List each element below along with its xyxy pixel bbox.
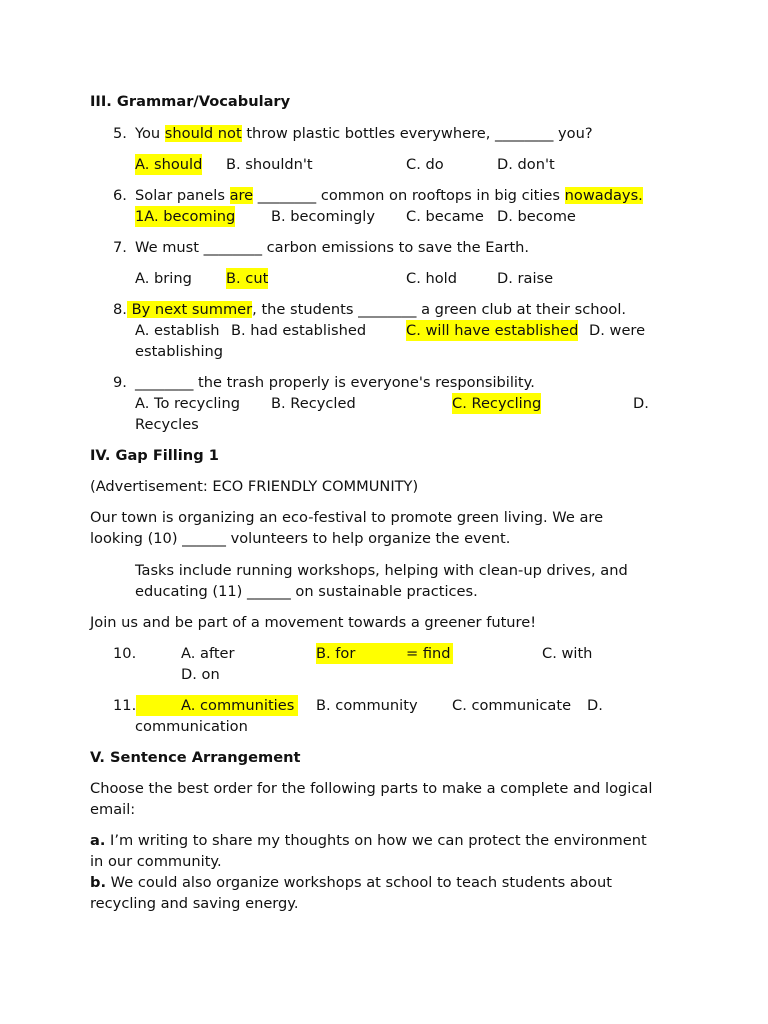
- option-d: D. become: [497, 208, 576, 225]
- question-number: 9.: [113, 374, 127, 391]
- highlighted-text: By next summer: [127, 301, 253, 318]
- question-number: 8.: [113, 301, 127, 318]
- paragraph-line: Our town is organizing an eco-festival to promote green living. We are: [90, 509, 604, 526]
- option-a: A. after: [181, 645, 235, 662]
- option-c: C. with: [542, 645, 593, 662]
- annotation-note: = find: [406, 645, 451, 662]
- highlighted-text: nowadays.: [564, 187, 643, 204]
- sentence-part-b: b. We could also organize workshops at school to teach students about: [90, 874, 612, 891]
- question-stem: We must ________ carbon emissions to save the Earth.: [135, 239, 530, 256]
- paragraph-line: looking (10) ______ volunteers to help organize the event.: [90, 530, 511, 547]
- paragraph-line: recycling and saving energy.: [90, 895, 299, 912]
- option-d-wrap: establishing: [135, 343, 224, 360]
- question-number: 10.: [113, 645, 137, 662]
- option-b: B. community: [316, 697, 418, 714]
- question-stem: Solar panels are ________ common on rooftops in big cities nowadays.: [135, 187, 643, 204]
- highlighted-text: should not: [164, 125, 242, 142]
- option-c-highlighted: C. Recycling: [452, 395, 542, 412]
- paragraph-line: educating (11) ______ on sustainable practices.: [135, 583, 478, 600]
- option-a: A. bring: [135, 270, 192, 287]
- question-number: 5.: [113, 125, 127, 142]
- option-c: C. became: [406, 208, 484, 225]
- question-stem: ________ the trash properly is everyone's responsibility.: [135, 374, 535, 391]
- question-number: 6.: [113, 187, 127, 204]
- option-b: B. Recycled: [271, 395, 356, 412]
- sentence-part-a: a. I’m writing to share my thoughts on how we can protect the environment: [90, 832, 647, 849]
- option-a: A. establish: [135, 322, 220, 339]
- option-d: D. were: [589, 322, 646, 339]
- question-number: 11.: [113, 697, 137, 714]
- option-d: D. on: [181, 666, 220, 683]
- option-a-highlighted: A. should: [135, 156, 203, 173]
- part-label: b.: [90, 874, 106, 891]
- option-b: B. shouldn't: [226, 156, 313, 173]
- option-d: D. don't: [497, 156, 555, 173]
- option-a-highlighted: A. communities: [181, 697, 295, 714]
- option-b-highlighted: B. for: [316, 645, 356, 662]
- option-c-highlighted: C. will have established: [406, 322, 579, 339]
- option-c: C. hold: [406, 270, 457, 287]
- option-c: C. do: [406, 156, 444, 173]
- question-stem: By next summer, the students ________ a green club at their school.: [127, 301, 627, 318]
- paragraph-line: in our community.: [90, 853, 222, 870]
- highlighted-text: are: [229, 187, 254, 204]
- question-stem: You should not throw plastic bottles everywhere, ________ you?: [135, 125, 593, 142]
- paragraph-line: email:: [90, 801, 136, 818]
- section-heading-grammar: III. Grammar/Vocabulary: [90, 93, 291, 110]
- option-d: D. raise: [497, 270, 554, 287]
- part-label: a.: [90, 832, 106, 849]
- advertisement-subtitle: (Advertisement: ECO FRIENDLY COMMUNITY): [90, 478, 419, 495]
- section-heading-sentence-arrangement: V. Sentence Arrangement: [90, 749, 301, 766]
- option-b-highlighted: B. cut: [226, 270, 269, 287]
- option-c: C. communicate: [452, 697, 572, 714]
- paragraph-line: Join us and be part of a movement towards a greener future!: [90, 614, 537, 631]
- option-d: D.: [587, 697, 603, 714]
- option-d: D.: [633, 395, 649, 412]
- question-number: 7.: [113, 239, 127, 256]
- option-b: B. becomingly: [271, 208, 375, 225]
- option-d-wrap: communication: [135, 718, 248, 735]
- paragraph-line: Choose the best order for the following parts to make a complete and logical: [90, 780, 653, 797]
- section-heading-gap-filling: IV. Gap Filling 1: [90, 447, 219, 464]
- option-a-highlighted: 1A. becoming: [135, 208, 236, 225]
- option-d-wrap: Recycles: [135, 416, 199, 433]
- option-b: B. had established: [231, 322, 367, 339]
- option-a: A. To recycling: [135, 395, 240, 412]
- paragraph-line: Tasks include running workshops, helping with clean-up drives, and: [135, 562, 628, 579]
